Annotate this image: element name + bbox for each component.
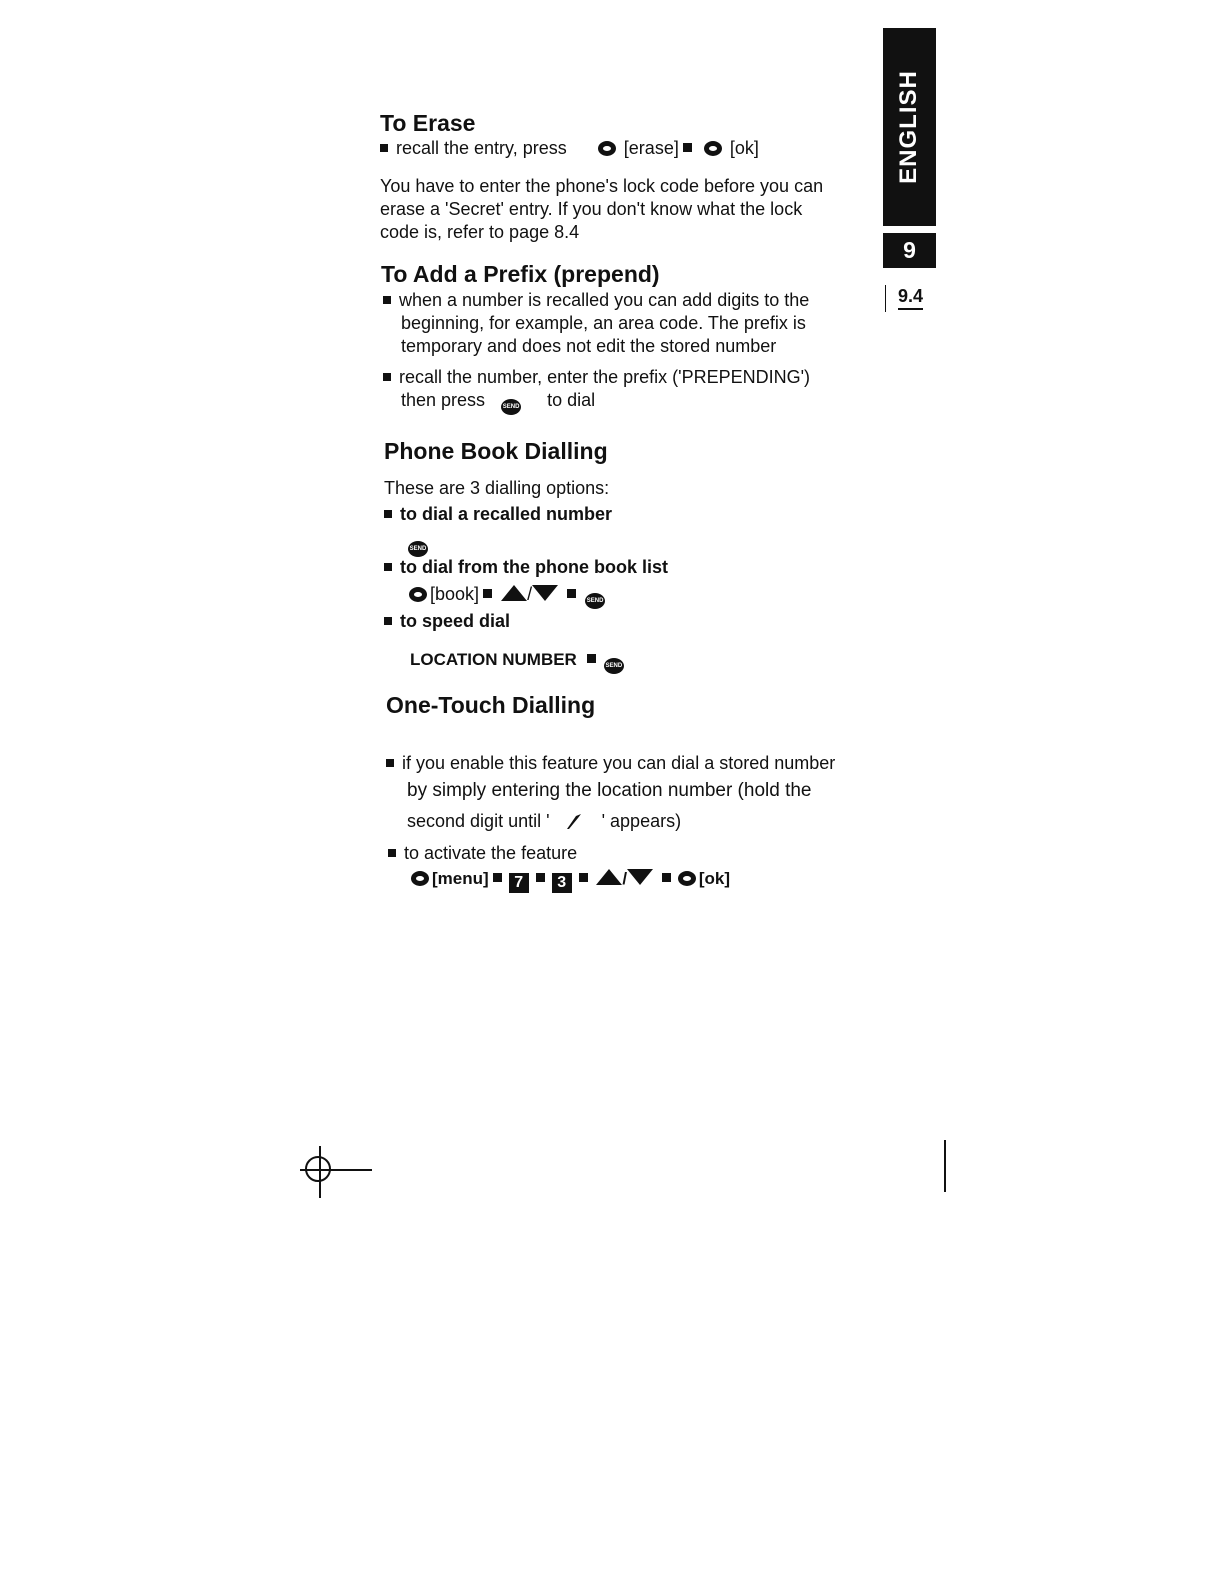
bullet-icon — [380, 144, 388, 152]
bullet-icon — [388, 849, 396, 857]
book-label: [book] — [430, 584, 480, 604]
bullet-icon — [384, 563, 392, 571]
right-softkey-icon — [411, 871, 429, 886]
onetouch-item2-text: to activate the feature — [404, 843, 578, 863]
ok-label: [ok] — [698, 869, 731, 888]
phonebook-option-2 — [384, 556, 668, 578]
language-tab-label: ENGLISH — [895, 70, 922, 184]
erase-step — [380, 137, 759, 159]
onetouch-item1-line-3 — [407, 810, 681, 832]
onetouch-item1-line-1 — [386, 752, 835, 774]
option-2-text: to dial from the phone book list — [400, 557, 668, 577]
erase-label: [erase] — [623, 138, 679, 158]
then-press-text: then press — [401, 390, 486, 410]
scroll-up-icon — [501, 585, 527, 601]
onetouch-until-text: second digit until ' — [407, 811, 550, 831]
right-softkey-icon — [678, 871, 696, 886]
erase-body-line-1: You have to enter the phone's lock code before you can — [380, 176, 824, 196]
scroll-down-icon — [532, 585, 558, 601]
onetouch-item1-text-1: if you enable this feature you can dial a stored number — [402, 753, 836, 773]
phonebook-option-1 — [384, 503, 612, 525]
option-2-keys — [406, 583, 605, 609]
registration-mark — [305, 1156, 331, 1182]
prefix-item1-line-1 — [383, 289, 809, 311]
right-softkey-icon — [704, 141, 722, 156]
onetouch-heading: One-Touch Dialling — [386, 692, 596, 718]
prefix-item1-line-2: beginning, for example, an area code. The prefix is — [401, 313, 806, 333]
onetouch-item2 — [388, 842, 577, 864]
bullet-icon — [579, 873, 588, 882]
bullet-icon — [662, 873, 671, 882]
page-number-rule — [885, 285, 886, 312]
send-key-icon: SEND — [604, 658, 624, 674]
prefix-item1-line-3: temporary and does not edit the stored number — [401, 336, 777, 356]
ok-label: [ok] — [729, 138, 759, 158]
onetouch-item1-line-2: by simply entering the location number (hold the — [407, 780, 812, 801]
prefix-item2-line-1 — [383, 366, 810, 388]
prefix-item2-text: recall the number, enter the prefix ('PREPENDING') — [399, 367, 811, 387]
bullet-icon — [683, 143, 692, 152]
menu-label: [menu] — [432, 869, 489, 888]
slash-text: / — [622, 869, 628, 888]
bullet-icon — [384, 617, 392, 625]
option-3-keys — [410, 649, 624, 674]
phonebook-heading: Phone Book Dialling — [384, 438, 608, 464]
scroll-down-icon — [627, 869, 653, 885]
bullet-icon — [383, 296, 391, 304]
bullet-icon — [383, 373, 391, 381]
send-key-icon: SEND — [585, 593, 605, 609]
phonebook-option-3 — [384, 610, 510, 632]
bullet-icon — [483, 589, 492, 598]
onetouch-appears-text: ' appears) — [601, 811, 682, 831]
bullet-icon — [536, 873, 545, 882]
send-key-icon: SEND — [501, 399, 521, 415]
chapter-number: 9 — [883, 233, 936, 268]
bullet-icon — [493, 873, 502, 882]
bullet-icon — [386, 759, 394, 767]
slash-text: / — [527, 584, 533, 604]
page-number: 9.4 — [898, 286, 923, 310]
bullet-icon — [567, 589, 576, 598]
bullet-icon — [587, 654, 596, 663]
key-3-icon: 3 — [552, 873, 572, 893]
key-7-icon: 7 — [509, 873, 529, 893]
option-1-text: to dial a recalled number — [400, 504, 613, 524]
location-number-text: LOCATION NUMBER — [410, 650, 577, 669]
erase-heading: To Erase — [380, 110, 476, 136]
prefix-item2-line-2 — [401, 389, 595, 415]
handset-icon — [564, 811, 584, 831]
phonebook-intro: These are 3 dialling options: — [384, 478, 610, 498]
trim-line — [944, 1140, 946, 1192]
to-dial-text: to dial — [547, 390, 596, 410]
erase-body-line-2: erase a 'Secret' entry. If you don't know what the lock — [380, 199, 803, 219]
erase-step-text: recall the entry, press — [396, 138, 567, 158]
option-1-keys — [408, 531, 428, 557]
prefix-heading: To Add a Prefix (prepend) — [381, 261, 660, 287]
send-key-icon: SEND — [408, 541, 428, 557]
option-3-text: to speed dial — [400, 611, 511, 631]
onetouch-activate-keys — [408, 868, 730, 893]
erase-body-line-3: code is, refer to page 8.4 — [380, 222, 580, 242]
left-softkey-icon — [598, 141, 616, 156]
left-softkey-icon — [409, 587, 427, 602]
bullet-icon — [384, 510, 392, 518]
scroll-up-icon — [596, 869, 622, 885]
prefix-item1-text-1: when a number is recalled you can add digits to the — [399, 290, 810, 310]
